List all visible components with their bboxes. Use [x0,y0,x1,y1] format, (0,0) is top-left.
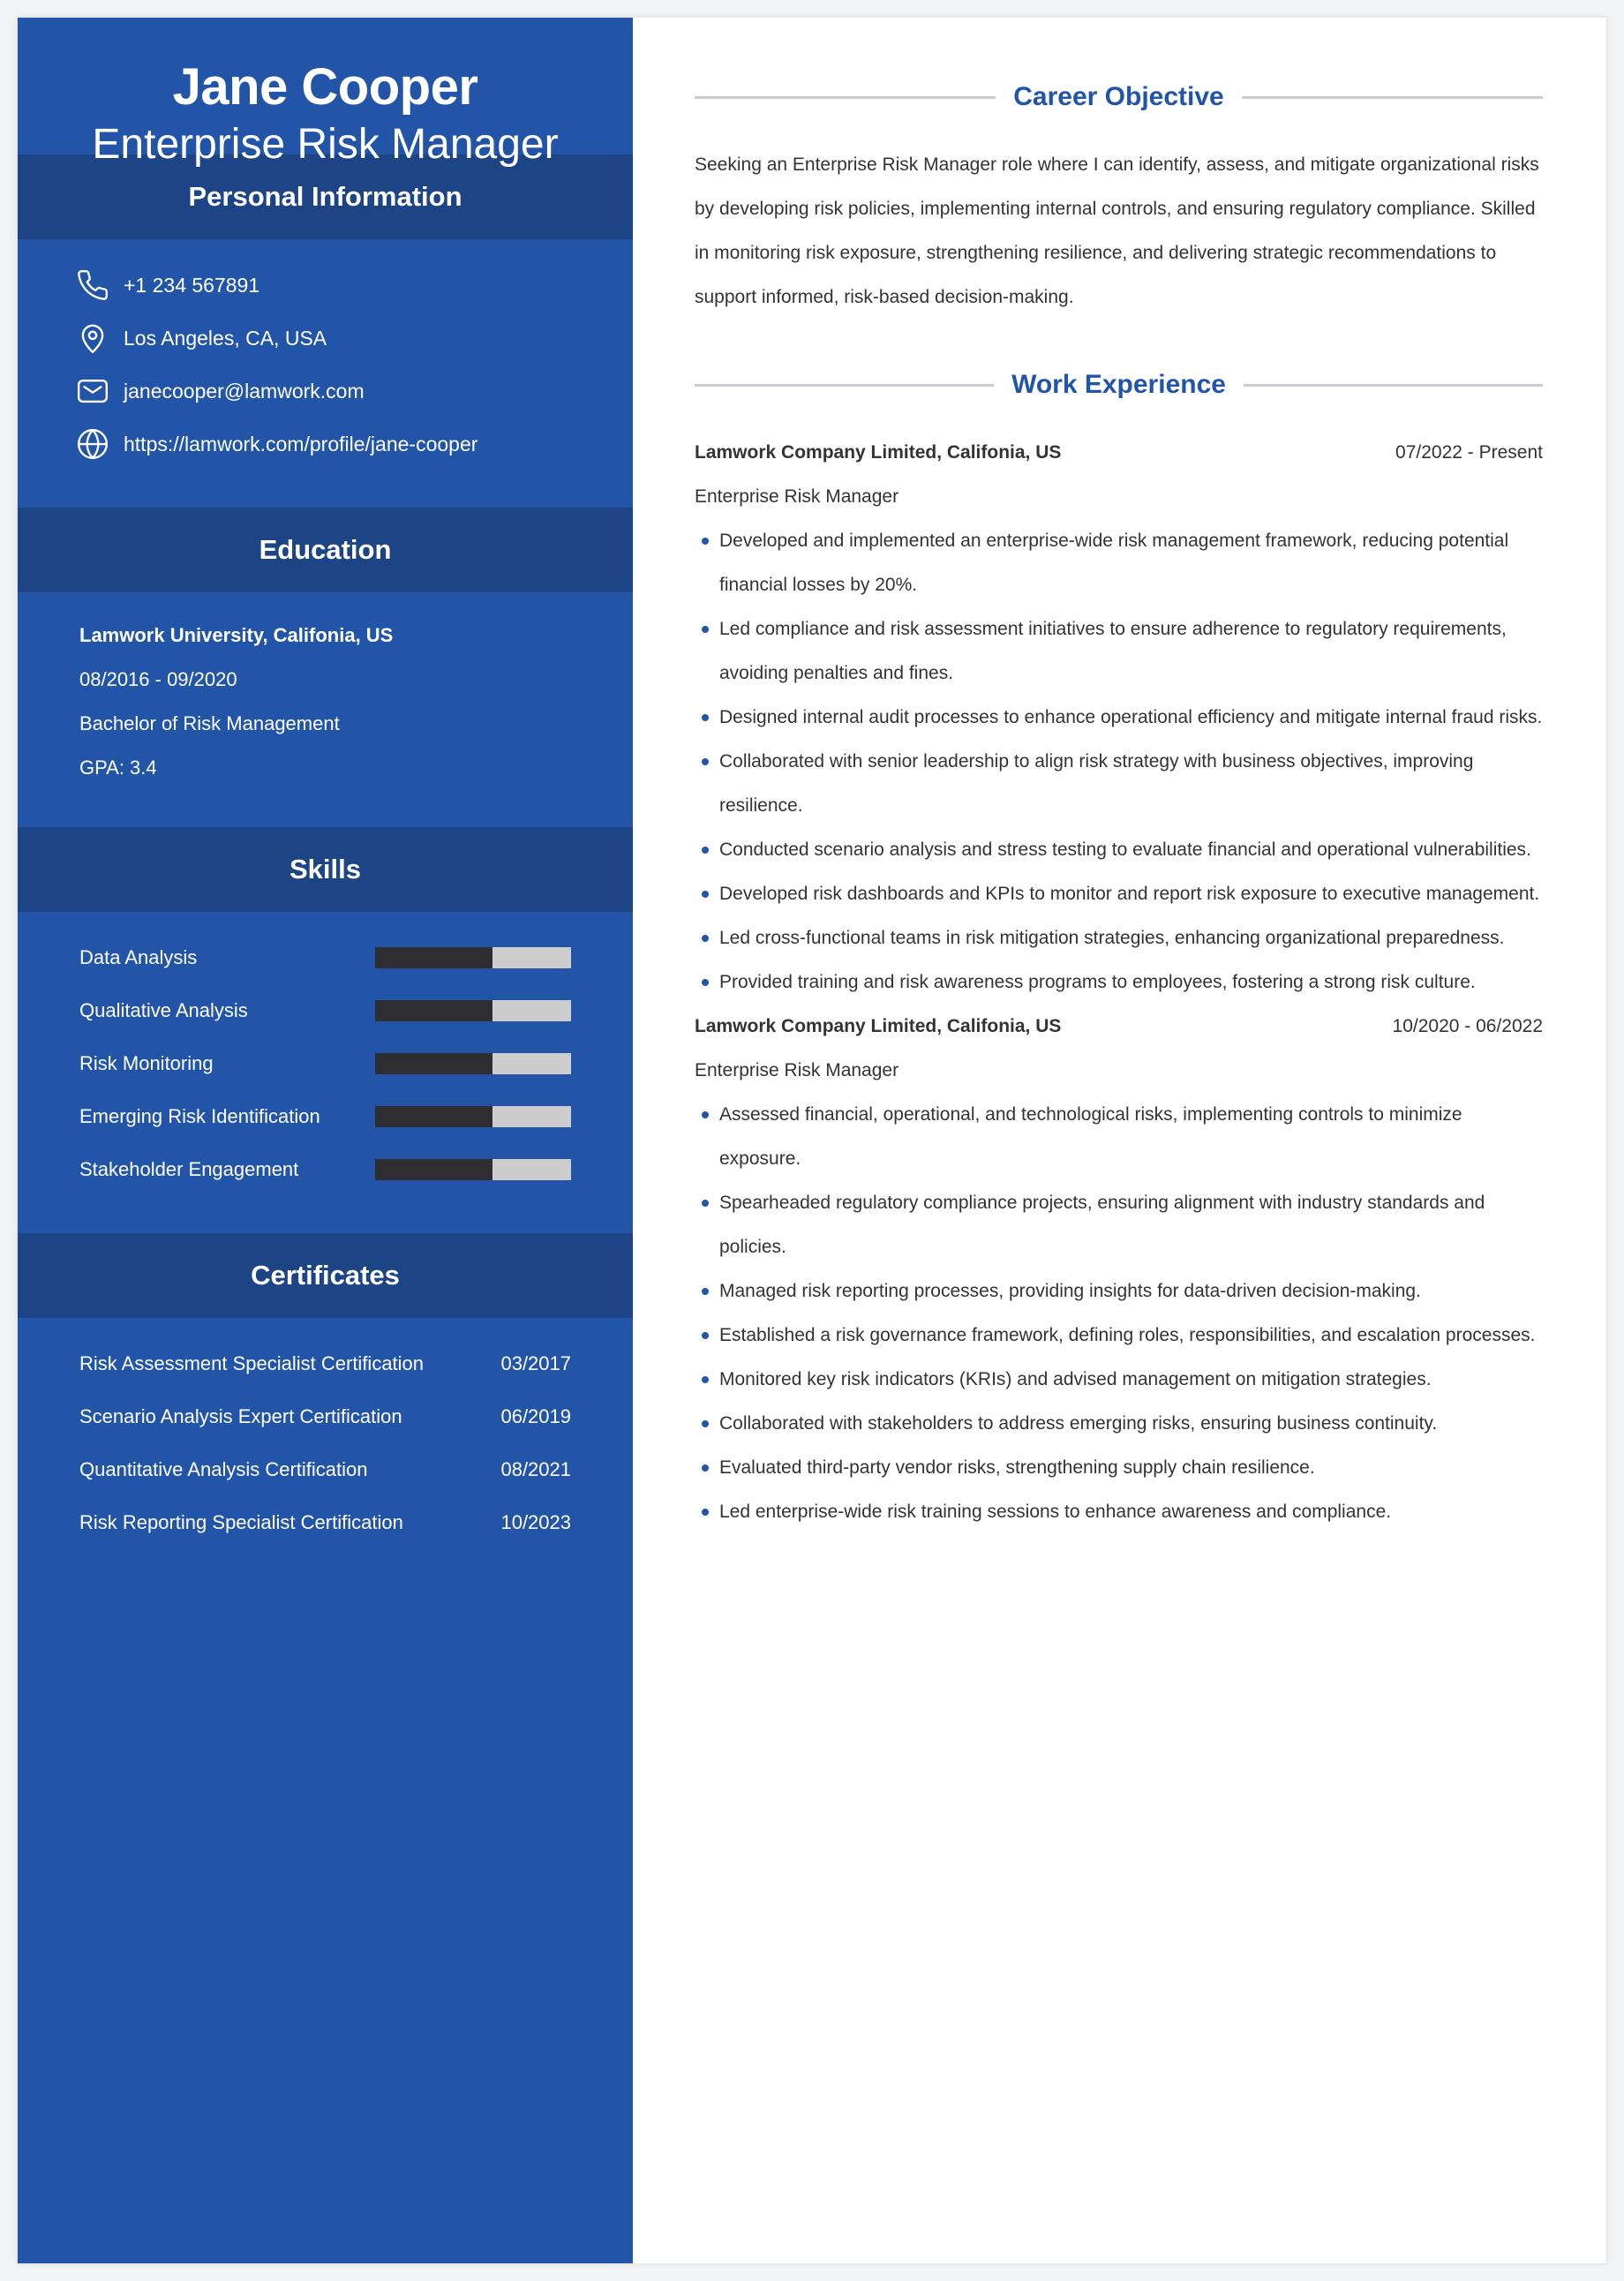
skill-level-bar [375,1159,571,1180]
education-dates: 08/2016 - 09/2020 [79,668,237,690]
job-bullet: Developed and implemented an enterprise-wide risk management framework, reducing potential financial losses by 20%. [695,519,1543,607]
contact-email-text[interactable]: janecooper@lamwork.com [124,379,365,403]
contact-phone [76,259,633,312]
certificate-item [79,1496,571,1549]
skill-name: Risk Monitoring [79,1052,214,1074]
certificate-item [79,1337,571,1390]
email-icon [76,374,109,408]
objective-text: Seeking an Enterprise Risk Manager role where I can identify, assess, and mitigate organizational risks by developing risk policies, implementing internal controls, and ensuring regulatory compliance. Skilled in monitoring risk exposure, strengthening resilience, and delivering strategic recommendations to support informed, risk-based decision-making. [695,154,1539,307]
skill-level-fill [375,1159,492,1180]
skill-name: Stakeholder Engagement [79,1158,299,1180]
job-dates: 07/2022 - Present [1395,442,1543,463]
divider-line [1244,384,1543,387]
job-bullet-list [695,1093,1543,1534]
job-bullet: Provided training and risk awareness programs to employees, fostering a strong risk culture. [695,960,1543,1005]
certificate-name: Risk Reporting Specialist Certification [79,1511,403,1533]
job-bullet: Evaluated third-party vendor risks, strengthening supply chain resilience. [695,1446,1543,1490]
sidebar [18,18,633,2263]
resume-page [18,18,1606,2263]
section-heading-personal: Personal Information [18,154,633,239]
education-degree: Bachelor of Risk Management [79,712,340,734]
skill-item [79,1037,571,1090]
job-bullet: Established a risk governance framework, defining roles, responsibilities, and escalation processes. [695,1314,1543,1358]
job-bullet: Led cross-functional teams in risk mitigation strategies, enhancing organizational preparedness. [695,916,1543,960]
skill-level-bar [375,1053,571,1074]
certificate-date: 06/2019 [500,1405,571,1427]
job-bullet: Conducted scenario analysis and stress testing to evaluate financial and operational vulnerabilities. [695,828,1543,872]
skill-level-bar [375,1106,571,1127]
divider-line [695,384,994,387]
main-content [633,18,1606,2263]
certificate-name: Risk Assessment Specialist Certification [79,1352,425,1374]
job-entry [695,431,1543,1005]
candidate-title: Enterprise Risk Manager [92,121,559,168]
skill-item [79,984,571,1037]
skill-level-bar [375,947,571,968]
skill-name: Qualitative Analysis [79,999,248,1021]
skills-list [18,912,633,1196]
job-bullet: Spearheaded regulatory compliance projects, ensuring alignment with industry standards and policies. [695,1181,1543,1269]
contact-location [76,312,633,365]
job-bullet: Led enterprise-wide risk training sessions to enhance awareness and compliance. [695,1490,1543,1534]
job-role: Enterprise Risk Manager [695,486,899,507]
certificate-date: 10/2023 [500,1511,571,1533]
certificate-name: Scenario Analysis Expert Certification [79,1405,402,1427]
section-heading-certificates: Certificates [18,1233,633,1318]
skill-level-fill [375,947,492,968]
skill-level-fill [375,1000,492,1021]
section-heading-objective [695,71,1543,124]
section-heading-experience [695,358,1543,411]
skill-level-fill [375,1106,492,1127]
certificate-date: 03/2017 [500,1352,571,1374]
job-header [695,431,1543,475]
job-dates: 10/2020 - 06/2022 [1392,1016,1543,1036]
skill-name: Data Analysis [79,946,198,968]
certificates-list [18,1318,633,1549]
job-bullet: Managed risk reporting processes, providing insights for data-driven decision-making. [695,1269,1543,1314]
contact-website-text[interactable]: https://lamwork.com/profile/jane-cooper [124,432,478,455]
education-block [18,592,633,790]
job-company: Lamwork Company Limited, Califonia, US [695,442,1062,463]
globe-icon [76,427,109,461]
section-heading-education: Education [18,508,633,592]
job-bullet: Developed risk dashboards and KPIs to monitor and report risk exposure to executive management. [695,872,1543,916]
certificate-date: 08/2021 [500,1458,571,1480]
job-list [695,431,1543,1534]
skill-level-bar [375,1000,571,1021]
contact-website [76,418,633,471]
job-bullet: Monitored key risk indicators (KRIs) and advised management on mitigation strategies. [695,1358,1543,1402]
job-header [695,1005,1543,1049]
job-role: Enterprise Risk Manager [695,1060,899,1080]
job-bullet: Assessed financial, operational, and technological risks, implementing controls to minimize exposure. [695,1093,1543,1181]
divider-line [1242,96,1543,99]
certificate-item [79,1443,571,1496]
section-heading-skills: Skills [18,827,633,912]
skill-name: Emerging Risk Identification [79,1105,320,1127]
contact-location-text: Los Angeles, CA, USA [124,326,327,350]
objective-heading: Career Objective [1013,82,1224,111]
job-bullet: Collaborated with stakeholders to address emerging risks, ensuring business continuity. [695,1402,1543,1446]
job-company: Lamwork Company Limited, Califonia, US [695,1016,1062,1036]
certificate-item [79,1390,571,1443]
skill-item [79,931,571,984]
skill-item [79,1143,571,1196]
skill-item [79,1090,571,1143]
job-bullet-list [695,519,1543,1005]
sidebar-header [18,18,633,168]
job-bullet: Collaborated with senior leadership to align risk strategy with business objectives, improving resilience. [695,740,1543,828]
contact-list [18,239,633,471]
candidate-name: Jane Cooper [172,58,478,116]
education-gpa: GPA: 3.4 [79,757,157,779]
skill-level-fill [375,1053,492,1074]
job-entry [695,1005,1543,1534]
job-bullet: Led compliance and risk assessment initiatives to ensure adherence to regulatory requirements, avoiding penalties and fines. [695,607,1543,696]
divider-line [695,96,996,99]
contact-phone-text: +1 234 567891 [124,273,260,297]
contact-email [76,365,633,418]
job-bullet: Designed internal audit processes to enhance operational efficiency and mitigate internal fraud risks. [695,696,1543,740]
experience-heading: Work Experience [1011,370,1226,399]
phone-icon [76,268,109,302]
education-school: Lamwork University, Califonia, US [79,624,394,646]
certificate-name: Quantitative Analysis Certification [79,1458,368,1480]
location-pin-icon [76,321,109,355]
